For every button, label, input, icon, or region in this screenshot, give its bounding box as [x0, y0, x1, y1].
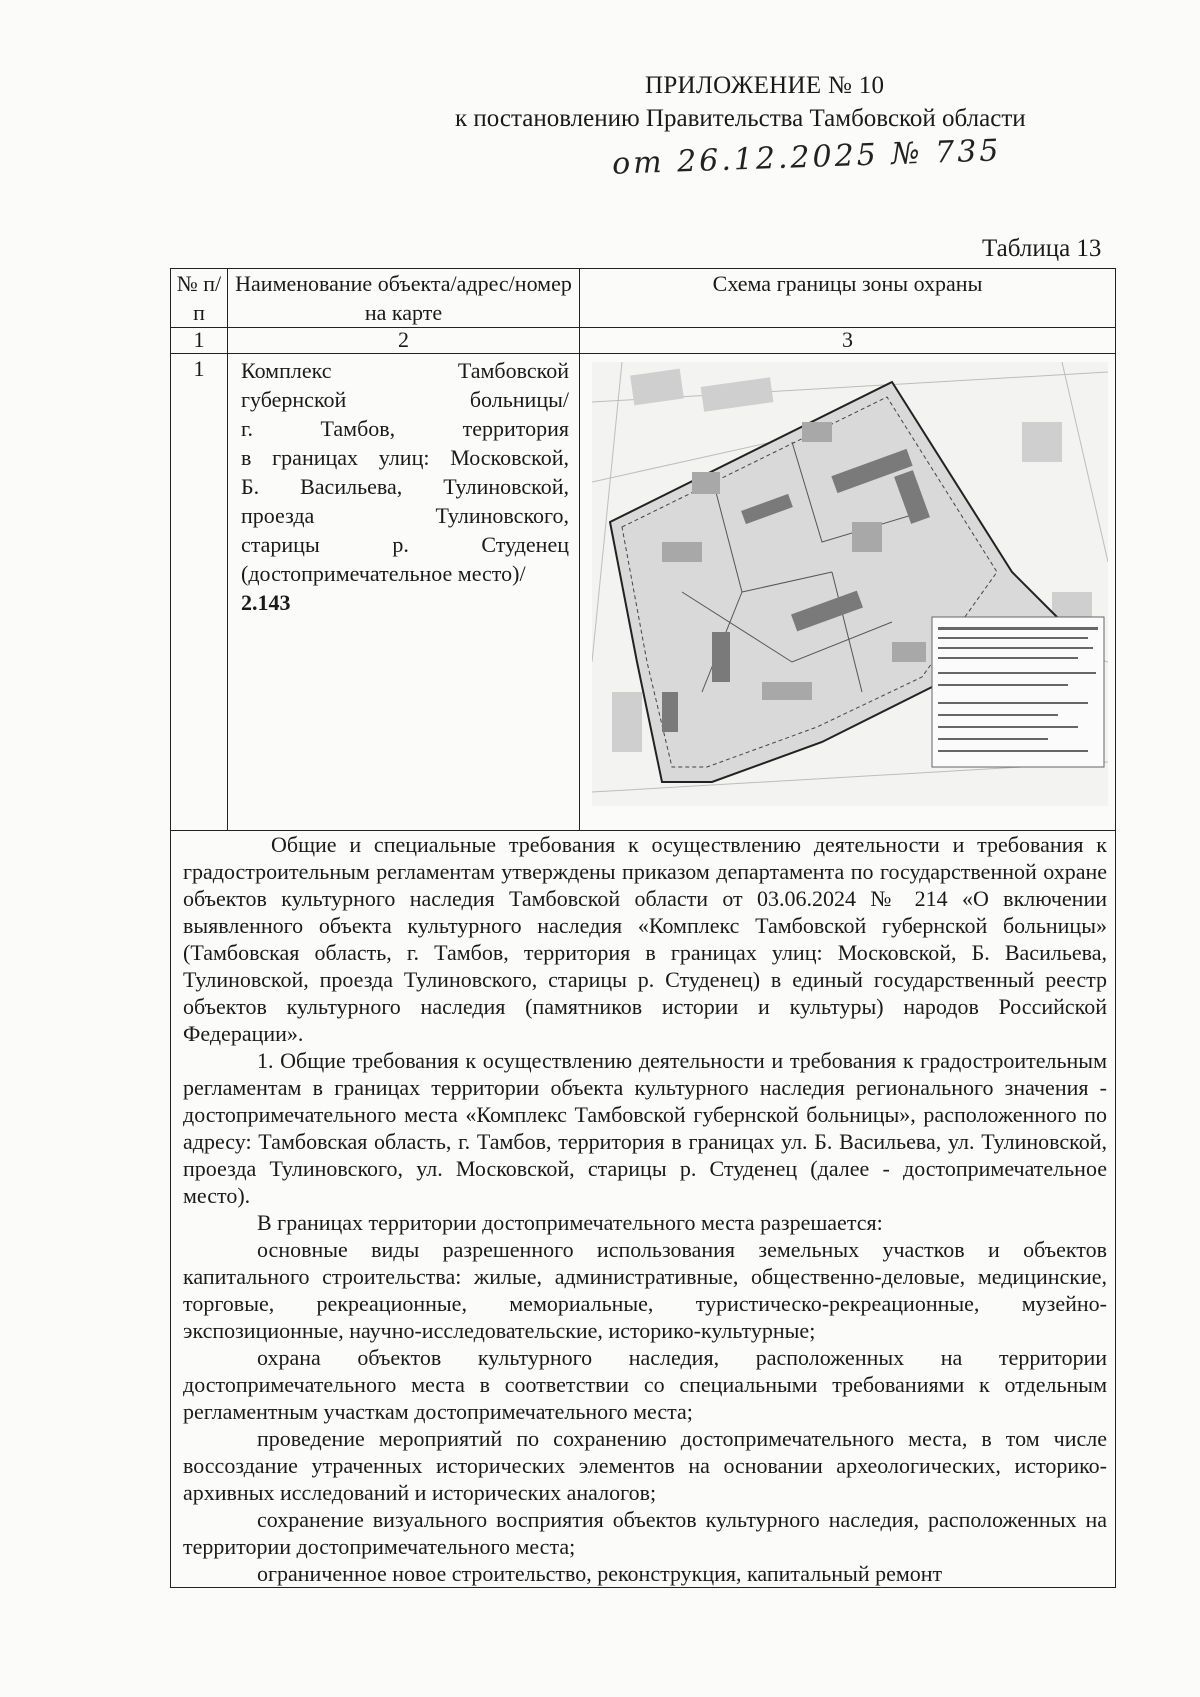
header-num: № п/п — [171, 269, 228, 328]
requirements-paragraph: ограниченное новое строительство, реконструкция, капитальный ремонт — [257, 1561, 943, 1586]
object-line: в границах улиц: Московской, — [241, 445, 569, 470]
zone-table — [170, 268, 1116, 1588]
table-header-row — [171, 269, 1116, 328]
requirements-paragraph: охрана объектов культурного наследия, расположенных на территории достопримечательного места в соответствии со специальными требованиями к отдельным регламентным участкам достопримечательного места; — [183, 1345, 1107, 1424]
object-line: г. Тамбов, территория — [241, 416, 569, 441]
requirements-paragraph: Общие и специальные требования к осуществлению деятельности и требования к градостроительным регламентам утверждены приказом департамента по государственной охране объектов культурного наследия Тамбовской области от 03.06.2024 № 214 «О включении выявленного объекта культурного наследия «Комплекс Тамбовской губернской больницы» (Тамбовская область, г. Тамбов, территория в границах улиц: Московской, Б. Васильева, Тулиновской, проезда Тулиновского, старицы р. Студенец) в единый государственный реестр объектов культурного наследия (памятников истории и культуры) народов Российской Федерации». — [183, 832, 1107, 1046]
requirements-paragraph: основные виды разрешенного использования земельных участков и объектов капитального строительства: жилые, административные, общественно-деловые, медицинские, торговые, рекреационные, мемориальные, туристическо-рекреационные, музейно-экспозиционные, научно-исследовательские, историко-культурные; — [183, 1237, 1107, 1343]
requirements-paragraph: проведение мероприятий по сохранению достопримечательного места, в том числе воссоздание утраченных исторических элементов на основании археологических, историко-архивных исследований и исторических аналогов; — [183, 1426, 1107, 1505]
requirements-paragraph: сохранение визуального восприятия объектов культурного наследия, расположенных на территории достопримечательного места; — [183, 1507, 1107, 1559]
object-line: Б. Васильева, Тулиновской, — [241, 474, 569, 499]
object-line: старицы р. Студенец — [241, 532, 569, 557]
requirements-paragraph: В границах территории достопримечательного места разрешается: — [257, 1210, 883, 1235]
boundary-scheme-cell — [580, 354, 1116, 831]
appendix-subtitle: к постановлению Правительства Тамбовской области — [455, 105, 1026, 132]
object-description — [228, 354, 580, 831]
object-line: Комплекс Тамбовской — [241, 358, 569, 383]
column-number-row — [171, 328, 1116, 354]
table-label: Таблица 13 — [982, 235, 1102, 262]
boundary-scheme-map — [592, 362, 1108, 806]
object-line: губернской больницы/ — [241, 387, 569, 412]
object-line: проезда Тулиновского, — [241, 503, 569, 528]
requirements-row — [171, 831, 1116, 1588]
handwritten-date-number: от 26.12.2025 № 735 — [611, 133, 1003, 182]
table-row — [171, 354, 1116, 831]
row-number: 1 — [171, 354, 228, 831]
col-number-2: 2 — [228, 328, 580, 354]
header-object-name: Наименование объекта/адрес/номер на карте — [228, 269, 580, 328]
appendix-title: ПРИЛОЖЕНИЕ № 10 — [645, 72, 885, 99]
col-number-3: 3 — [580, 328, 1116, 354]
object-map-number: 2.143 — [241, 590, 291, 615]
col-number-1: 1 — [171, 328, 228, 354]
object-line: (достопримечательное место)/ — [241, 561, 526, 586]
requirements-cell — [171, 831, 1116, 1588]
header-scheme: Схема границы зоны охраны — [580, 269, 1116, 328]
requirements-text — [171, 831, 1115, 1587]
requirements-paragraph: 1. Общие требования к осуществлению деятельности и требования к градостроительным регламентам в границах территории объекта культурного наследия регионального значения - достопримечательного места «Комплекс Тамбовской губернской больницы», расположенного по адресу: Тамбовская область, г. Тамбов, территория в границах ул. Б. Васильева, ул. Тулиновской, проезда Тулиновского, ул. Московской, старицы р. Студенец (далее - достопримечательное место). — [183, 1048, 1107, 1208]
